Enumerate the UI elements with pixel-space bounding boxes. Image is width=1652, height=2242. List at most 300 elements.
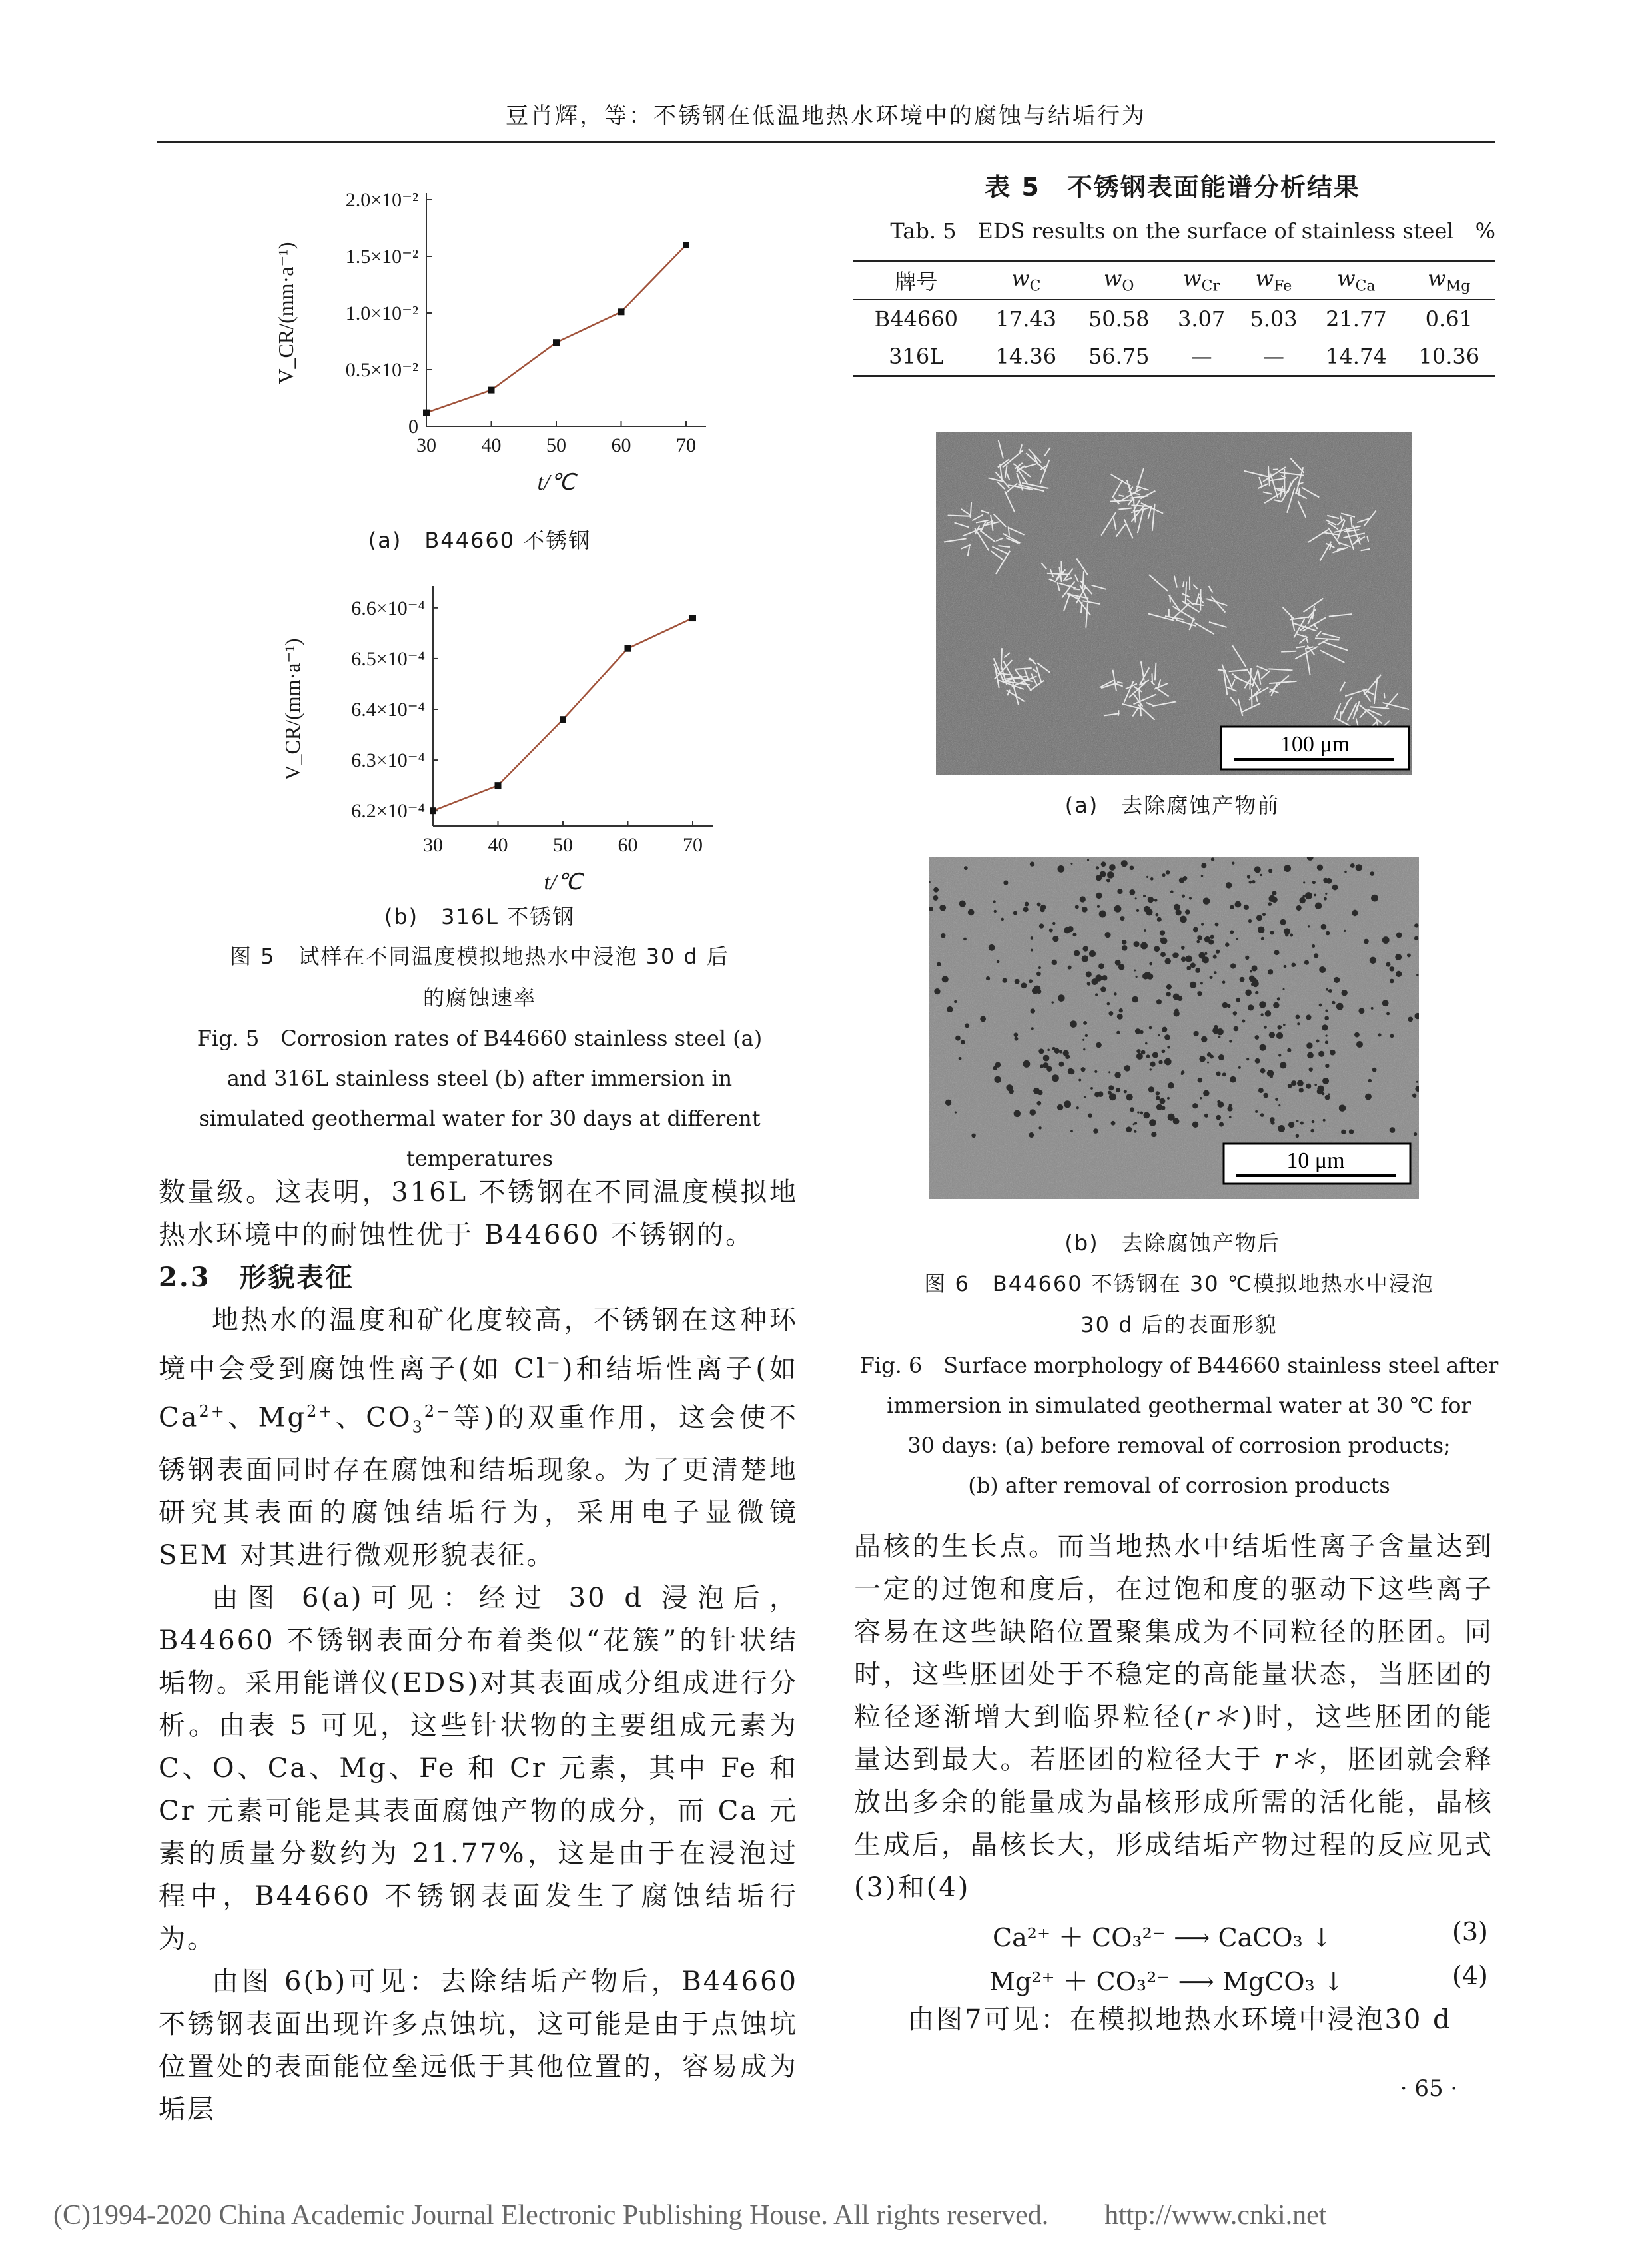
- fig5-caption-en-1: Fig. 5 Corrosion rates of B44660 stainless steel (a): [197, 1026, 763, 1051]
- corrosion-pit: [1368, 1079, 1372, 1082]
- corrosion-pit: [1314, 953, 1318, 958]
- corrosion-pit: [994, 1076, 1001, 1083]
- fig5b-chart: [246, 573, 726, 899]
- corrosion-pit: [1274, 950, 1280, 955]
- left-column-text: [159, 1171, 798, 2131]
- corrosion-pit: [1291, 1080, 1296, 1086]
- corrosion-pit: [1029, 979, 1032, 983]
- corrosion-pit: [1031, 949, 1033, 952]
- corrosion-pit: [1290, 933, 1293, 936]
- corrosion-pit: [1181, 956, 1186, 962]
- corrosion-pit: [1341, 1130, 1346, 1134]
- crystal-needle: [948, 515, 971, 516]
- corrosion-pit: [1342, 990, 1348, 996]
- corrosion-pit: [1168, 1082, 1174, 1089]
- fig6-caption-en-3: 30 days: (a) before removal of corrosion products;: [907, 1433, 1451, 1458]
- corrosion-pit: [1255, 1110, 1258, 1113]
- corrosion-pit: [1204, 1114, 1208, 1118]
- corrosion-pit: [1314, 1084, 1317, 1086]
- corrosion-pit: [1181, 946, 1185, 950]
- corrosion-pit: [1297, 1080, 1304, 1087]
- corrosion-pit: [1263, 1093, 1268, 1098]
- corrosion-pit: [1006, 1084, 1013, 1091]
- corrosion-pit: [1156, 1096, 1160, 1100]
- y-tick-label: 1.0×10⁻²: [345, 302, 418, 324]
- corrosion-pit: [1186, 966, 1191, 970]
- corrosion-pit: [1416, 974, 1419, 976]
- corrosion-pit: [1312, 1120, 1315, 1124]
- data-point: [683, 242, 689, 248]
- corrosion-pit: [961, 1040, 965, 1044]
- corrosion-pit: [995, 1062, 1001, 1067]
- corrosion-pit: [1268, 902, 1272, 906]
- corrosion-pit: [986, 976, 990, 980]
- corrosion-pit: [1270, 1121, 1274, 1125]
- corrosion-pit: [1287, 1048, 1291, 1052]
- corrosion-pit: [1396, 933, 1402, 938]
- corrosion-pit: [1254, 866, 1261, 873]
- corrosion-pit: [1258, 927, 1264, 933]
- corrosion-pit: [1097, 905, 1100, 908]
- corrosion-pit: [1328, 1093, 1330, 1095]
- scale-label-a: 100 μm: [1280, 732, 1350, 757]
- corrosion-pit: [963, 938, 967, 941]
- corrosion-pit: [1207, 1062, 1209, 1064]
- corrosion-pit: [1180, 916, 1187, 923]
- corrosion-pit: [1102, 975, 1107, 980]
- corrosion-pit: [994, 910, 997, 913]
- corrosion-pit: [1276, 1032, 1283, 1039]
- corrosion-pit: [1326, 988, 1328, 991]
- corrosion-pit: [1370, 871, 1374, 876]
- corrosion-pit: [1174, 1008, 1179, 1013]
- corrosion-pit: [1248, 919, 1252, 923]
- corrosion-pit: [1268, 969, 1273, 974]
- corrosion-pit: [1297, 1022, 1300, 1025]
- corrosion-pit: [1260, 1113, 1264, 1117]
- corrosion-pit: [1250, 970, 1252, 972]
- running-header: 豆肖辉，等：不锈钢在低温地热水环境中的腐蚀与结垢行为: [506, 103, 1146, 129]
- corrosion-pit: [1135, 1028, 1141, 1034]
- corrosion-pit: [1210, 935, 1214, 939]
- corrosion-pit: [1189, 897, 1192, 899]
- corrosion-pit: [1081, 1067, 1086, 1072]
- corrosion-pit: [1087, 982, 1091, 986]
- crystal-needle: [1281, 651, 1296, 652]
- corrosion-pit: [1114, 992, 1117, 996]
- corrosion-pit: [1216, 1072, 1221, 1076]
- corrosion-pit: [1095, 993, 1098, 996]
- y-tick-label: 0.5×10⁻²: [345, 359, 418, 381]
- corrosion-pit: [1104, 932, 1110, 938]
- corrosion-pit: [1324, 1016, 1329, 1020]
- series-line: [433, 618, 693, 811]
- fig6-caption-cn-2: 30 d 后的表面形貌: [1080, 1312, 1278, 1337]
- corrosion-pit: [997, 960, 1000, 964]
- corrosion-pit: [1370, 957, 1377, 964]
- corrosion-pit: [1065, 1054, 1070, 1059]
- corrosion-pit: [1299, 897, 1305, 903]
- corrosion-pit: [1215, 923, 1219, 927]
- corrosion-pit: [1352, 910, 1358, 915]
- corrosion-pit: [937, 962, 941, 966]
- corrosion-pit: [1173, 1118, 1180, 1125]
- corrosion-pit: [1158, 1034, 1160, 1036]
- corrosion-pit: [1270, 931, 1274, 934]
- corrosion-pit: [1134, 1122, 1137, 1124]
- corrosion-pit: [1154, 899, 1158, 902]
- corrosion-pit: [1236, 938, 1238, 940]
- corrosion-pit: [1296, 1120, 1299, 1122]
- paragraph: 由图7可见：在模拟地热水环境中浸泡30 d: [907, 2004, 1452, 2035]
- corrosion-pit: [1197, 991, 1202, 996]
- corrosion-pit: [1043, 1055, 1050, 1062]
- corrosion-pit: [955, 1111, 957, 1113]
- corrosion-pit: [1378, 1033, 1381, 1036]
- corrosion-pit: [993, 900, 996, 903]
- corrosion-pit: [1100, 871, 1106, 877]
- corrosion-pit: [1108, 1011, 1113, 1016]
- corrosion-pit: [1106, 879, 1110, 883]
- corrosion-pit: [1140, 942, 1148, 950]
- corrosion-pit: [1222, 1072, 1226, 1076]
- corrosion-pit: [1267, 1070, 1274, 1077]
- corrosion-pit: [1152, 1052, 1158, 1058]
- corrosion-pit: [1080, 896, 1086, 902]
- corrosion-pit: [1099, 911, 1106, 918]
- corrosion-pit: [1084, 1096, 1086, 1098]
- paragraph: 由图 6(a)可见：经过 30 d 浸泡后，B44660 不锈钢表面分布着类似“花簇”的针状结垢物。采用能谱仪(EDS)对其表面成分组成进行分析。由表 5 可见，这些针状物的主要组成元素为 C、O、Ca、Mg、Fe 和 Cr 元素，其中 Fe 和 Cr 元素可能是其表面腐蚀产物的成分，而 Ca 元素的质量分数约为 21.77%，这是由于在浸泡过程中，B44660 不锈钢表面发生了腐蚀结垢行为。: [159, 1582, 798, 1954]
- corrosion-pit: [1252, 880, 1255, 883]
- corrosion-pit: [1130, 1107, 1134, 1112]
- corrosion-pit: [980, 1016, 986, 1022]
- corrosion-pit: [1094, 1070, 1097, 1073]
- corrosion-pit: [1278, 1125, 1285, 1132]
- corrosion-pit: [1273, 1002, 1279, 1008]
- corrosion-pit: [1031, 936, 1034, 940]
- corrosion-pit: [1339, 1104, 1346, 1112]
- corrosion-pit: [1193, 1031, 1198, 1036]
- corrosion-pit: [1245, 956, 1249, 960]
- corrosion-pit: [1173, 994, 1180, 1000]
- x-tick-label: 30: [423, 834, 443, 856]
- corrosion-pit: [959, 901, 966, 907]
- corrosion-pit: [1245, 990, 1252, 996]
- corrosion-pit: [1031, 1027, 1034, 1030]
- corrosion-pit: [1098, 963, 1104, 969]
- corrosion-pit: [1246, 1058, 1249, 1060]
- corrosion-pit: [939, 905, 946, 911]
- corrosion-pit: [1156, 1091, 1160, 1095]
- corrosion-pit: [1167, 1046, 1170, 1048]
- corrosion-pit: [1098, 1091, 1104, 1097]
- corrosion-pit: [1356, 1041, 1363, 1048]
- corrosion-pit: [1248, 1004, 1254, 1010]
- fig5-caption-en-3: simulated geothermal water for 30 days at different: [199, 1106, 761, 1131]
- corrosion-pit: [1280, 919, 1286, 925]
- corrosion-pit: [1146, 1054, 1150, 1058]
- corrosion-pit: [1190, 982, 1194, 986]
- corrosion-pit: [1197, 935, 1202, 940]
- corrosion-pit: [1054, 1048, 1060, 1054]
- corrosion-pit: [1150, 1068, 1152, 1070]
- corrosion-pit: [1174, 953, 1179, 958]
- corrosion-pit: [1317, 865, 1323, 871]
- corrosion-pit: [1162, 1050, 1166, 1054]
- corrosion-pit: [1260, 1068, 1266, 1074]
- corrosion-pit: [1064, 927, 1070, 934]
- data-point: [430, 807, 436, 814]
- equation-3-number: (3): [1452, 1917, 1488, 1946]
- table5-title-cn: 表 5 不锈钢表面能谱分析结果: [985, 173, 1360, 202]
- corrosion-pit: [1269, 1032, 1275, 1038]
- corrosion-pit: [1052, 1074, 1059, 1082]
- fig6-caption-cn-1: 图 6 B44660 不锈钢在 30 ℃模拟地热水中浸泡: [924, 1271, 1434, 1296]
- corrosion-pit: [1038, 1126, 1041, 1129]
- corrosion-pit: [1023, 907, 1029, 912]
- corrosion-pit: [1324, 897, 1327, 901]
- corrosion-pit: [1148, 1086, 1154, 1092]
- corrosion-pit: [1120, 916, 1124, 921]
- corrosion-pit: [1371, 895, 1378, 902]
- corrosion-pit: [1322, 1024, 1328, 1030]
- corrosion-pit: [945, 1100, 951, 1106]
- corrosion-pit: [1390, 1034, 1394, 1038]
- table-row: 316L 14.36 56.75 — — 14.74 10.36: [853, 338, 1495, 376]
- corrosion-pit: [1386, 1012, 1390, 1015]
- corrosion-pit: [1200, 982, 1203, 984]
- x-tick-label: 70: [676, 434, 696, 456]
- paragraph: 数量级。这表明，316L 不锈钢在不同温度模拟地热水环境中的耐蚀性优于 B44660 不锈钢的。: [159, 1177, 798, 1250]
- corrosion-pit: [1199, 1056, 1205, 1062]
- corrosion-pit: [1216, 950, 1220, 954]
- corrosion-pit: [1167, 1097, 1170, 1100]
- corrosion-pit: [1284, 965, 1287, 968]
- corrosion-pit: [1076, 1106, 1079, 1109]
- corrosion-pit: [1037, 903, 1041, 907]
- corrosion-pit: [1200, 1097, 1202, 1100]
- corrosion-pit: [1306, 1014, 1311, 1020]
- corrosion-pit: [1325, 1064, 1329, 1068]
- corrosion-pit: [1250, 978, 1252, 980]
- corrosion-pit: [1325, 1034, 1327, 1036]
- corrosion-pit: [1114, 905, 1122, 913]
- corrosion-pit: [1085, 1034, 1088, 1037]
- corrosion-pit: [1386, 962, 1390, 967]
- corrosion-pit: [1096, 866, 1099, 869]
- corrosion-pit: [1124, 1090, 1127, 1093]
- corrosion-pit: [1325, 893, 1327, 895]
- corrosion-pit: [1292, 962, 1296, 967]
- corrosion-pit: [1111, 1121, 1116, 1126]
- corrosion-pit: [1277, 997, 1280, 1000]
- corrosion-pit: [1160, 930, 1165, 935]
- corrosion-pit: [1001, 918, 1004, 921]
- corrosion-pit: [1201, 863, 1206, 868]
- corrosion-pit: [1309, 1068, 1313, 1072]
- corrosion-pit: [1229, 1116, 1232, 1118]
- corrosion-pit: [1265, 1010, 1271, 1016]
- corrosion-pit: [1296, 1134, 1300, 1138]
- corrosion-pit: [933, 887, 939, 893]
- corrosion-pit: [1249, 881, 1252, 884]
- corrosion-pit: [1124, 1065, 1131, 1072]
- corrosion-pit: [1059, 1050, 1062, 1054]
- corrosion-pit: [1221, 1104, 1224, 1106]
- corrosion-pit: [1025, 901, 1029, 905]
- corrosion-pit: [1262, 913, 1266, 916]
- corrosion-pit: [1193, 927, 1198, 933]
- corrosion-pit: [1261, 937, 1264, 940]
- corrosion-pit: [1230, 930, 1234, 934]
- corrosion-pit: [989, 944, 995, 951]
- corrosion-pit: [1156, 999, 1162, 1004]
- corrosion-pit: [1015, 979, 1020, 984]
- corrosion-pit: [1414, 936, 1418, 940]
- corrosion-pit: [1122, 945, 1128, 951]
- corrosion-pit: [1315, 902, 1322, 909]
- corrosion-pit: [1233, 1011, 1237, 1015]
- corrosion-pit: [1116, 1031, 1120, 1034]
- table-header-wCa: $w_{Ca}$: [1310, 261, 1402, 300]
- data-point: [689, 615, 696, 621]
- fig5-caption-cn-2: 的腐蚀速率: [422, 985, 536, 1010]
- corrosion-pit: [1070, 1020, 1077, 1028]
- corrosion-pit: [1090, 1087, 1093, 1090]
- corrosion-pit: [1277, 1025, 1282, 1030]
- corrosion-pit: [1047, 1049, 1050, 1052]
- table-header-wMg: $w_{Mg}$: [1403, 261, 1495, 300]
- fig6-caption-en-2: immersion in simulated geothermal water at 30 ℃ for: [887, 1393, 1471, 1418]
- corrosion-pit: [1068, 966, 1072, 970]
- corrosion-pit: [1284, 928, 1290, 934]
- corrosion-pit: [1148, 897, 1154, 903]
- fig5-caption-en-2: and 316L stainless steel (b) after immersion in: [226, 1066, 733, 1091]
- corrosion-pit: [1192, 1122, 1198, 1128]
- corrosion-pit: [1129, 889, 1135, 895]
- corrosion-pit: [1201, 923, 1204, 926]
- corrosion-pit: [1242, 1020, 1245, 1023]
- table5-title-en: Tab. 5 EDS results on the surface of stainless steel %: [890, 218, 1495, 244]
- corrosion-pit: [1166, 984, 1172, 990]
- data-point: [560, 716, 566, 723]
- corrosion-pit: [1003, 978, 1007, 983]
- corrosion-pit: [1040, 905, 1046, 910]
- corrosion-pit: [1240, 977, 1245, 982]
- corrosion-pit: [1052, 960, 1057, 965]
- corrosion-pit: [1074, 950, 1080, 956]
- x-tick-label: 50: [546, 434, 566, 456]
- corrosion-pit: [1222, 980, 1226, 984]
- corrosion-pit: [1036, 972, 1041, 976]
- table5: [853, 260, 1495, 377]
- corrosion-pit: [1213, 955, 1217, 959]
- corrosion-pit: [1082, 1039, 1084, 1041]
- corrosion-pit: [1145, 1042, 1147, 1044]
- corrosion-pit: [1176, 909, 1182, 915]
- scale-label-b: 10 μm: [1286, 1148, 1345, 1173]
- corrosion-pit: [1204, 936, 1210, 942]
- corrosion-pit: [1151, 1132, 1156, 1137]
- corrosion-pit: [1161, 1106, 1165, 1110]
- corrosion-pit: [1057, 1104, 1063, 1110]
- corrosion-pit: [1356, 864, 1362, 871]
- corrosion-pit: [1134, 941, 1140, 947]
- corrosion-pit: [1365, 1094, 1372, 1100]
- corrosion-pit: [1201, 1036, 1207, 1042]
- corrosion-pit: [1284, 865, 1291, 872]
- y-axis-label: V_CR/(mm·a⁻¹): [274, 242, 298, 384]
- corrosion-pit: [1299, 1088, 1304, 1092]
- corrosion-pit: [1197, 1078, 1202, 1083]
- corrosion-pit: [1278, 1104, 1280, 1106]
- corrosion-pit: [1244, 905, 1249, 910]
- corrosion-pit: [1166, 992, 1171, 996]
- y-tick-label: 6.5×10⁻⁴: [351, 647, 425, 670]
- corrosion-pit: [1202, 956, 1209, 963]
- corrosion-pit: [1038, 1048, 1044, 1054]
- fig6b-subcaption: (b) 去除腐蚀产物后: [1064, 1230, 1280, 1256]
- corrosion-pit: [1219, 1122, 1224, 1126]
- corrosion-pit: [1149, 962, 1152, 966]
- fig5-caption: [160, 936, 799, 1178]
- x-tick-label: 60: [611, 434, 631, 456]
- paragraph: 由图 6(b)可见：去除结垢产物后，B44660 不锈钢表面出现许多点蚀坑，这可能是由于点蚀坑位置处的表面能位垒远低于其他位置的，容易成为垢层: [159, 1966, 798, 2125]
- corrosion-pit: [1272, 891, 1277, 895]
- corrosion-pit: [1218, 1054, 1224, 1060]
- corrosion-pit: [1150, 1062, 1156, 1067]
- corrosion-pit: [1372, 1068, 1377, 1072]
- right-column-text: [854, 1525, 1493, 1909]
- corrosion-pit: [1115, 960, 1121, 966]
- corrosion-pit: [1174, 904, 1180, 911]
- corrosion-pit: [1057, 865, 1064, 873]
- corrosion-pit: [947, 1006, 953, 1012]
- series-line: [426, 245, 686, 413]
- corrosion-pit: [1096, 893, 1102, 899]
- y-tick-label: 6.6×10⁻⁴: [351, 597, 425, 619]
- corrosion-pit: [1325, 1009, 1328, 1012]
- corrosion-pit: [1108, 1071, 1110, 1073]
- paragraph: 晶核的生长点。而当地热水中结垢性离子含量达到一定的过饱和度后，在过饱和度的驱动下这些离子容易在这些缺陷位置聚集成为不同粒径的胚团。同时，这些胚团处于不稳定的高能量状态，当胚团的粒径逐渐增大到临界粒径(r＊)时，这些胚团的能量达到最大。若胚团的粒径大于 r＊，胚团就会释放出多余的能量成为晶核形成所需的活化能，晶核生成后，晶核长大，形成结垢产物过程的反应见式(3)和(4): [854, 1531, 1494, 1903]
- corrosion-pit: [1222, 1002, 1228, 1008]
- corrosion-pit: [1039, 923, 1044, 928]
- corrosion-pit: [1149, 1119, 1156, 1126]
- corrosion-pit: [1382, 1000, 1389, 1006]
- corrosion-pit: [1031, 1008, 1035, 1013]
- corrosion-pit: [1136, 909, 1139, 912]
- corrosion-pit: [1109, 864, 1116, 871]
- corrosion-pit: [1136, 1049, 1140, 1053]
- corrosion-pit: [1259, 1001, 1266, 1008]
- corrosion-pit: [1319, 966, 1326, 973]
- corrosion-pit: [1162, 873, 1166, 877]
- corrosion-pit: [1234, 1026, 1239, 1032]
- table-header-wO: $w_O$: [1072, 261, 1165, 300]
- data-point: [495, 782, 502, 789]
- corrosion-pit: [1217, 1100, 1220, 1104]
- corrosion-pit: [1214, 971, 1217, 974]
- corrosion-pit: [1033, 1088, 1040, 1094]
- corrosion-pit: [1015, 1037, 1019, 1041]
- corrosion-pit: [1165, 958, 1171, 964]
- corrosion-pit: [1312, 881, 1316, 884]
- corrosion-pit: [1332, 1001, 1336, 1005]
- corrosion-pit: [1210, 976, 1213, 979]
- corrosion-pit: [1349, 1129, 1354, 1134]
- corrosion-pit: [1089, 950, 1096, 957]
- corrosion-pit: [1312, 944, 1315, 948]
